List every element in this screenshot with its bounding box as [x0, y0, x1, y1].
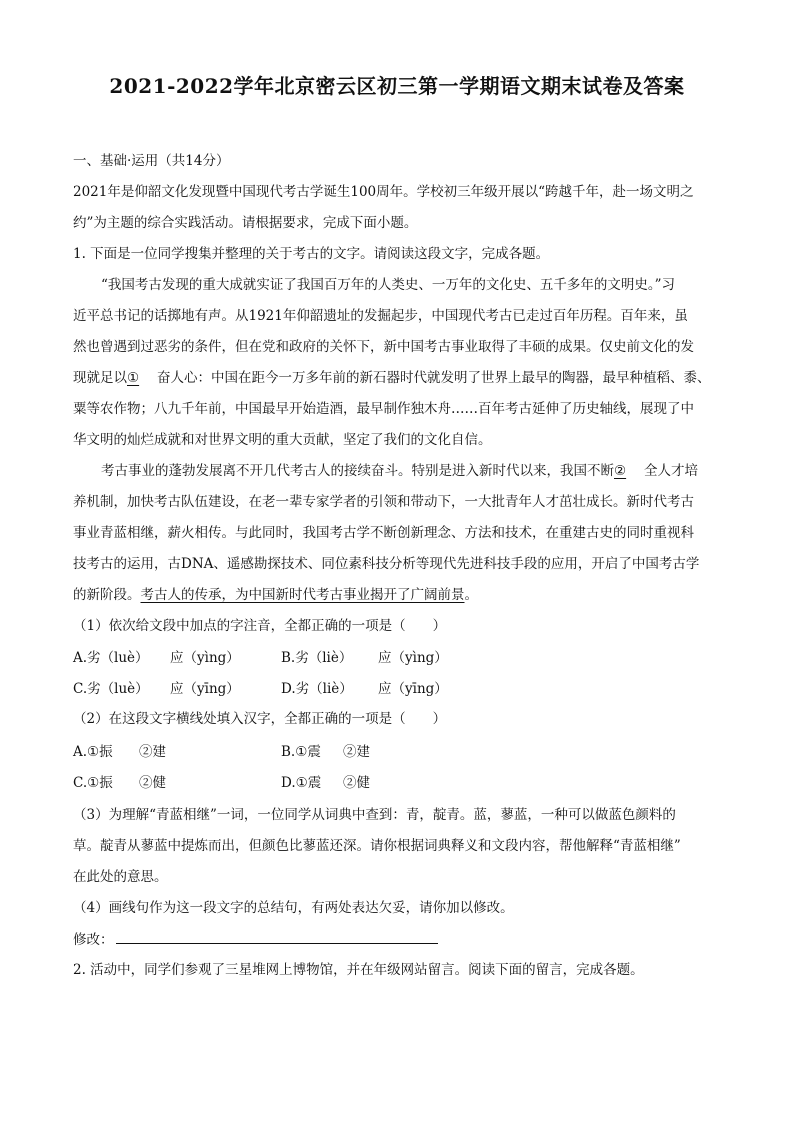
passage-text: 全人才培 [644, 463, 698, 479]
option-c[interactable]: C.劣（luè） [73, 681, 149, 697]
option-a[interactable]: A.①振 [73, 744, 113, 760]
passage-line: 然也曾遇到过恶劣的条件，但在党和政府的关怀下，新中国考古事业取得了丰硕的成果。仅史前文化的发 [73, 339, 694, 355]
passage-line [73, 585, 733, 605]
sub-question-3-line: （3）为理解“青蓝相继”一词，一位同学从词典中查到：青，靛青。蓝，蓼蓝，一种可以做蓝色颜料的 [73, 807, 676, 823]
intro-line-2: 约”为主题的综合实践活动。请根据要求，完成下面小题。 [73, 215, 418, 231]
revise-label: 修改： [73, 932, 114, 948]
option-c[interactable]: C.①振 [73, 775, 113, 791]
option-d[interactable]: D.劣（liè） [281, 681, 353, 697]
option-d-part: 应（yīng） [378, 681, 448, 697]
sub-question-2: （2）在这段文字横线处填入汉字，全都正确的一项是（ ） [73, 711, 447, 727]
passage-text: 现就足以 [73, 370, 127, 386]
option-a[interactable]: A.劣（luè） [73, 650, 149, 666]
passage-line: “我国考古发现的重大成就实证了我国百万年的人类史、一万年的文化史、五千多年的文明史。”习 [101, 277, 676, 293]
passage-line: 近平总书记的话掷地有声。从1921年仰韶遗址的发掘起步，中国现代考古已走过百年历程。百年来，虽 [73, 308, 688, 324]
option-b-part: ②建 [343, 744, 370, 760]
option-b[interactable]: B.①震 [281, 744, 321, 760]
passage-line: 事业青蓝相继，薪火相传。与此同时，我国考古学不断创新理念、方法和技术，在重建古史的同时重视科 [73, 525, 694, 541]
option-b[interactable]: B.劣（liè） [281, 650, 353, 666]
section-heading: 一、基础·运用（共14分） [73, 153, 230, 169]
passage-text: 的新阶段。 [73, 587, 141, 603]
passage-text: 。 [464, 587, 478, 603]
option-a-part: ②建 [139, 744, 166, 760]
passage-text: 奋人心：中国在距今一万多年前的新石器时代就发明了世界上最早的陶器，最早种植稻、黍、 [157, 370, 711, 386]
intro-line-1: 2021年是仰韶文化发现暨中国现代考古学诞生100周年。学校初三年级开展以“跨越千年，赴一场文明之 [73, 184, 694, 200]
option-c-part: ②健 [139, 775, 166, 791]
question-2-stem: 2. 活动中，同学们参观了三星堆网上博物馆，并在年级网站留言。阅读下面的留言，完成各题。 [73, 962, 644, 978]
passage-line: 粟等农作物；八九千年前，中国最早开始造酒，最早制作独木舟……百年考古延伸了历史轴线，展现了中 [73, 401, 694, 417]
passage-line: 华文明的灿烂成就和对世界文明的重大贡献，坚定了我们的文化自信。 [73, 432, 492, 448]
sub-question-1: （1）依次给文段中加点的字注音，全都正确的一项是（ ） [73, 618, 447, 634]
underlined-sentence: 考古人的传承，为中国新时代考古事业揭开了广阔前景 [140, 587, 465, 603]
option-c-part: 应（yīng） [170, 681, 240, 697]
answer-line[interactable] [116, 929, 438, 944]
sub-question-4: （4）画线句作为这一段文字的总结句，有两处表达欠妥，请你加以修改。 [73, 900, 514, 916]
option-b-part: 应（yìng） [378, 650, 448, 666]
option-d[interactable]: D.①震 [281, 775, 322, 791]
sub-question-3-line: 草。靛青从蓼蓝中提炼而出，但颜色比蓼蓝还深。请你根据词典释义和文段内容，帮他解释“青蓝相继” [73, 838, 681, 854]
blank-2: ② [614, 463, 627, 479]
blank-1: ① [127, 370, 140, 386]
passage-text: 考古事业的蓬勃发展离不开几代考古人的接续奋斗。特别是进入新时代以来，我国不断 [101, 463, 614, 479]
sub-question-3-line: 在此处的意思。 [73, 869, 168, 885]
passage-line: 养机制，加快考古队伍建设，在老一辈专家学者的引领和带动下，一大批青年人才茁壮成长。新时代考古 [73, 494, 694, 510]
passage-line: 技考古的运用，古DNA、遥感勘探技术、同位素科技分析等现代先进科技手段的应用，开启了中国考古学 [73, 556, 700, 572]
page-title: 2021-2022学年北京密云区初三第一学期语文期末试卷及答案 [109, 74, 685, 98]
option-d-part: ②健 [343, 775, 370, 791]
revise-row [73, 929, 733, 950]
passage-line [101, 461, 761, 481]
passage-line [73, 368, 733, 388]
option-a-part: 应（yìng） [170, 650, 240, 666]
question-1-stem: 1. 下面是一位同学搜集并整理的关于考古的文字。请阅读这段文字，完成各题。 [73, 246, 550, 262]
